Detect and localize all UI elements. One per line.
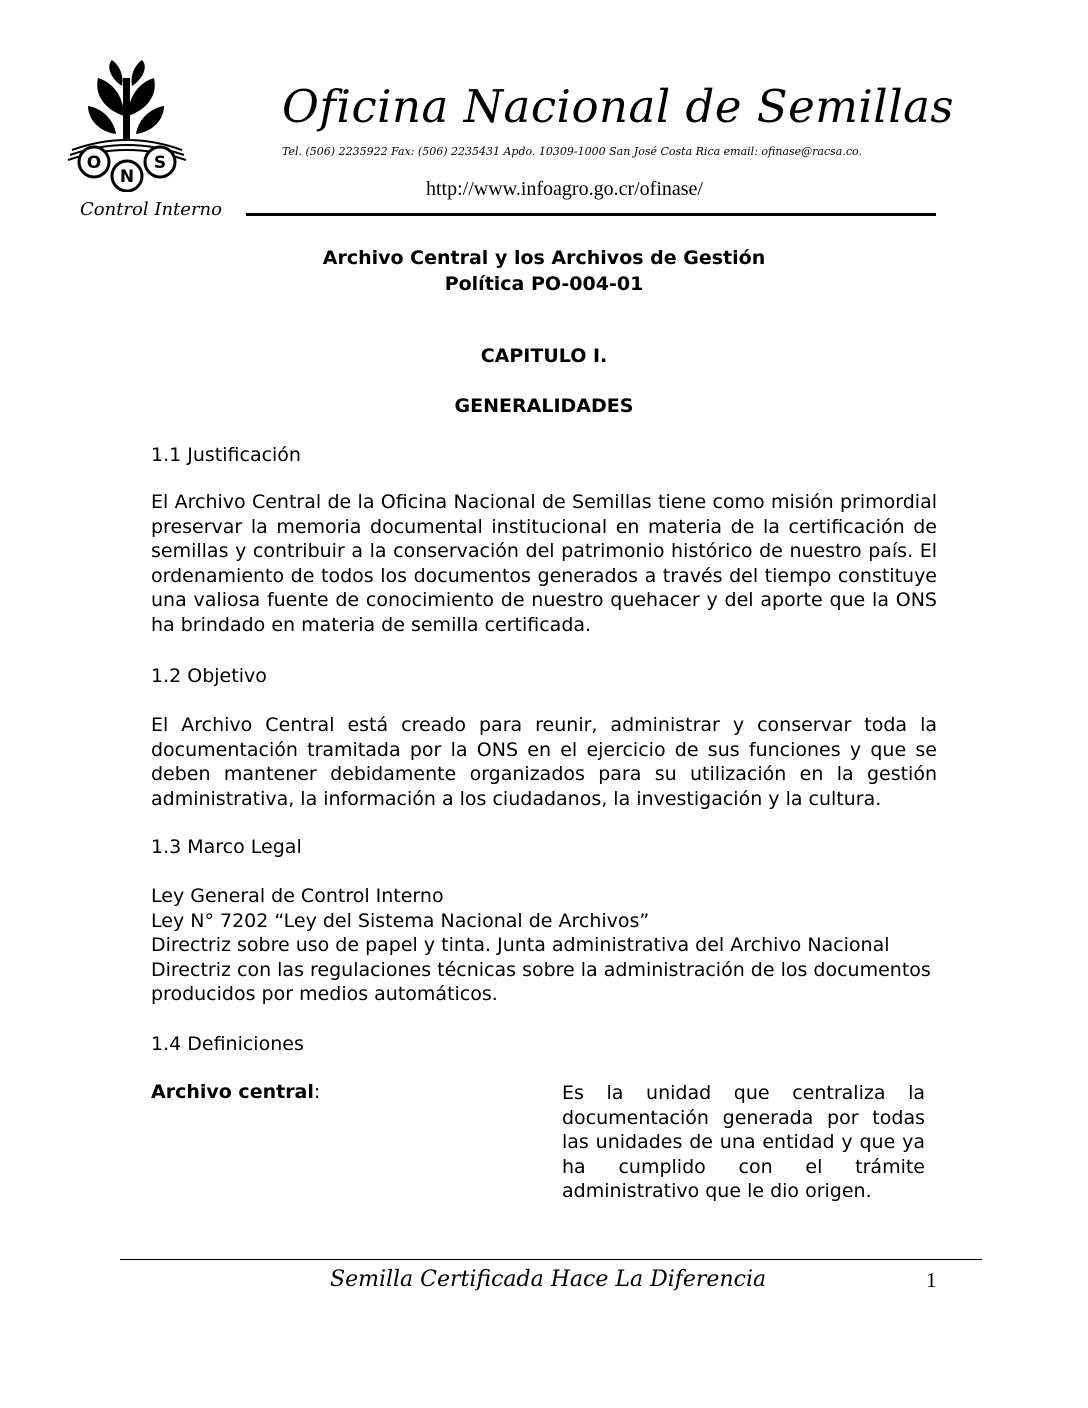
list-item: Ley General de Control Interno (151, 885, 444, 907)
website-url: http://www.infoagro.go.cr/ofinase/ (426, 178, 703, 200)
definition-line: Es la unidad que centraliza la (562, 1082, 925, 1104)
list-item: Ley N° 7202 “Ley del Sistema Nacional de Archivos” (151, 909, 650, 932)
legal-framework-list (151, 884, 931, 1007)
paragraph-line: El Archivo Central está creado para reunir, administrar y conservar toda la (151, 714, 937, 736)
header-rule (246, 213, 936, 216)
paragraph-line: El Archivo Central de la Oficina Nacional de Semillas tiene como misión primordial (151, 491, 937, 513)
chapter-name: GENERALIDADES (454, 395, 634, 417)
paragraph-line: documentación tramitada por la ONS en el ejercicio de sus funciones y que se (151, 738, 937, 761)
footer-slogan: Semilla Certificada Hace La Diferencia (330, 1267, 767, 1292)
definition-line: ha cumplido con el trámite (562, 1155, 925, 1178)
section-heading-objetivo: 1.2 Objetivo (151, 665, 267, 687)
document-title: Archivo Central y los Archivos de Gestión (322, 247, 766, 269)
section-heading-justificacion: 1.1 Justificación (151, 444, 301, 466)
paragraph-objetivo (151, 713, 937, 811)
policy-code: Política PO-004-01 (444, 273, 644, 295)
ons-logo (66, 58, 188, 192)
logo-letter-n: N (119, 167, 135, 187)
definition-line: administrativo que le dio origen. (562, 1180, 872, 1202)
definition-term (151, 1081, 320, 1103)
definition-line: documentación generada por todas (562, 1106, 925, 1129)
paragraph-line: semillas y contribuir a la conservación del patrimonio histórico de nuestro país. El (151, 540, 937, 562)
chapter-heading: CAPITULO I. (480, 345, 608, 367)
org-name: Oficina Nacional de Semillas (282, 80, 955, 133)
paragraph-justificacion (151, 490, 937, 637)
list-item: Directriz con las regulaciones técnicas sobre la administración de los documentos (151, 958, 931, 981)
paragraph-line: ha brindado en materia de semilla certificada. (151, 613, 592, 636)
list-item: producidos por medios automáticos. (151, 983, 498, 1005)
paragraph-line: ordenamiento de todos los documentos generados a través del tiempo constituye (151, 564, 937, 587)
logo-letter-s: S (153, 153, 167, 173)
section-heading-definiciones: 1.4 Definiciones (151, 1033, 304, 1055)
list-item: Directriz sobre uso de papel y tinta. Junta administrativa del Archivo Nacional (151, 934, 890, 956)
unit-label: Control Interno (80, 199, 222, 220)
paragraph-line: administrativa, la información a los ciudadanos, la investigación y la cultura. (151, 787, 882, 810)
page-number: 1 (926, 1268, 937, 1292)
footer-rule (120, 1259, 982, 1260)
contact-line: Tel. (506) 2235922 Fax: (506) 2235431 Apdo. 10309-1000 San José Costa Rica email: ofinase@racsa.co. (282, 145, 862, 158)
logo-letter-o: O (86, 153, 102, 173)
definition-text (562, 1081, 925, 1204)
definition-line: las unidades de una entidad y que ya (562, 1131, 925, 1153)
section-heading-marco-legal: 1.3 Marco Legal (151, 836, 302, 858)
paragraph-line: deben mantener debidamente organizados para su utilización en la gestión (151, 763, 937, 785)
definition-colon: : (313, 1081, 321, 1103)
paragraph-line: preservar la memoria documental institucional en materia de la certificación de (151, 515, 937, 538)
paragraph-line: una valiosa fuente de conocimiento de nuestro quehacer y del aporte que la ONS (151, 589, 937, 611)
definition-term-text: Archivo central (151, 1081, 314, 1103)
